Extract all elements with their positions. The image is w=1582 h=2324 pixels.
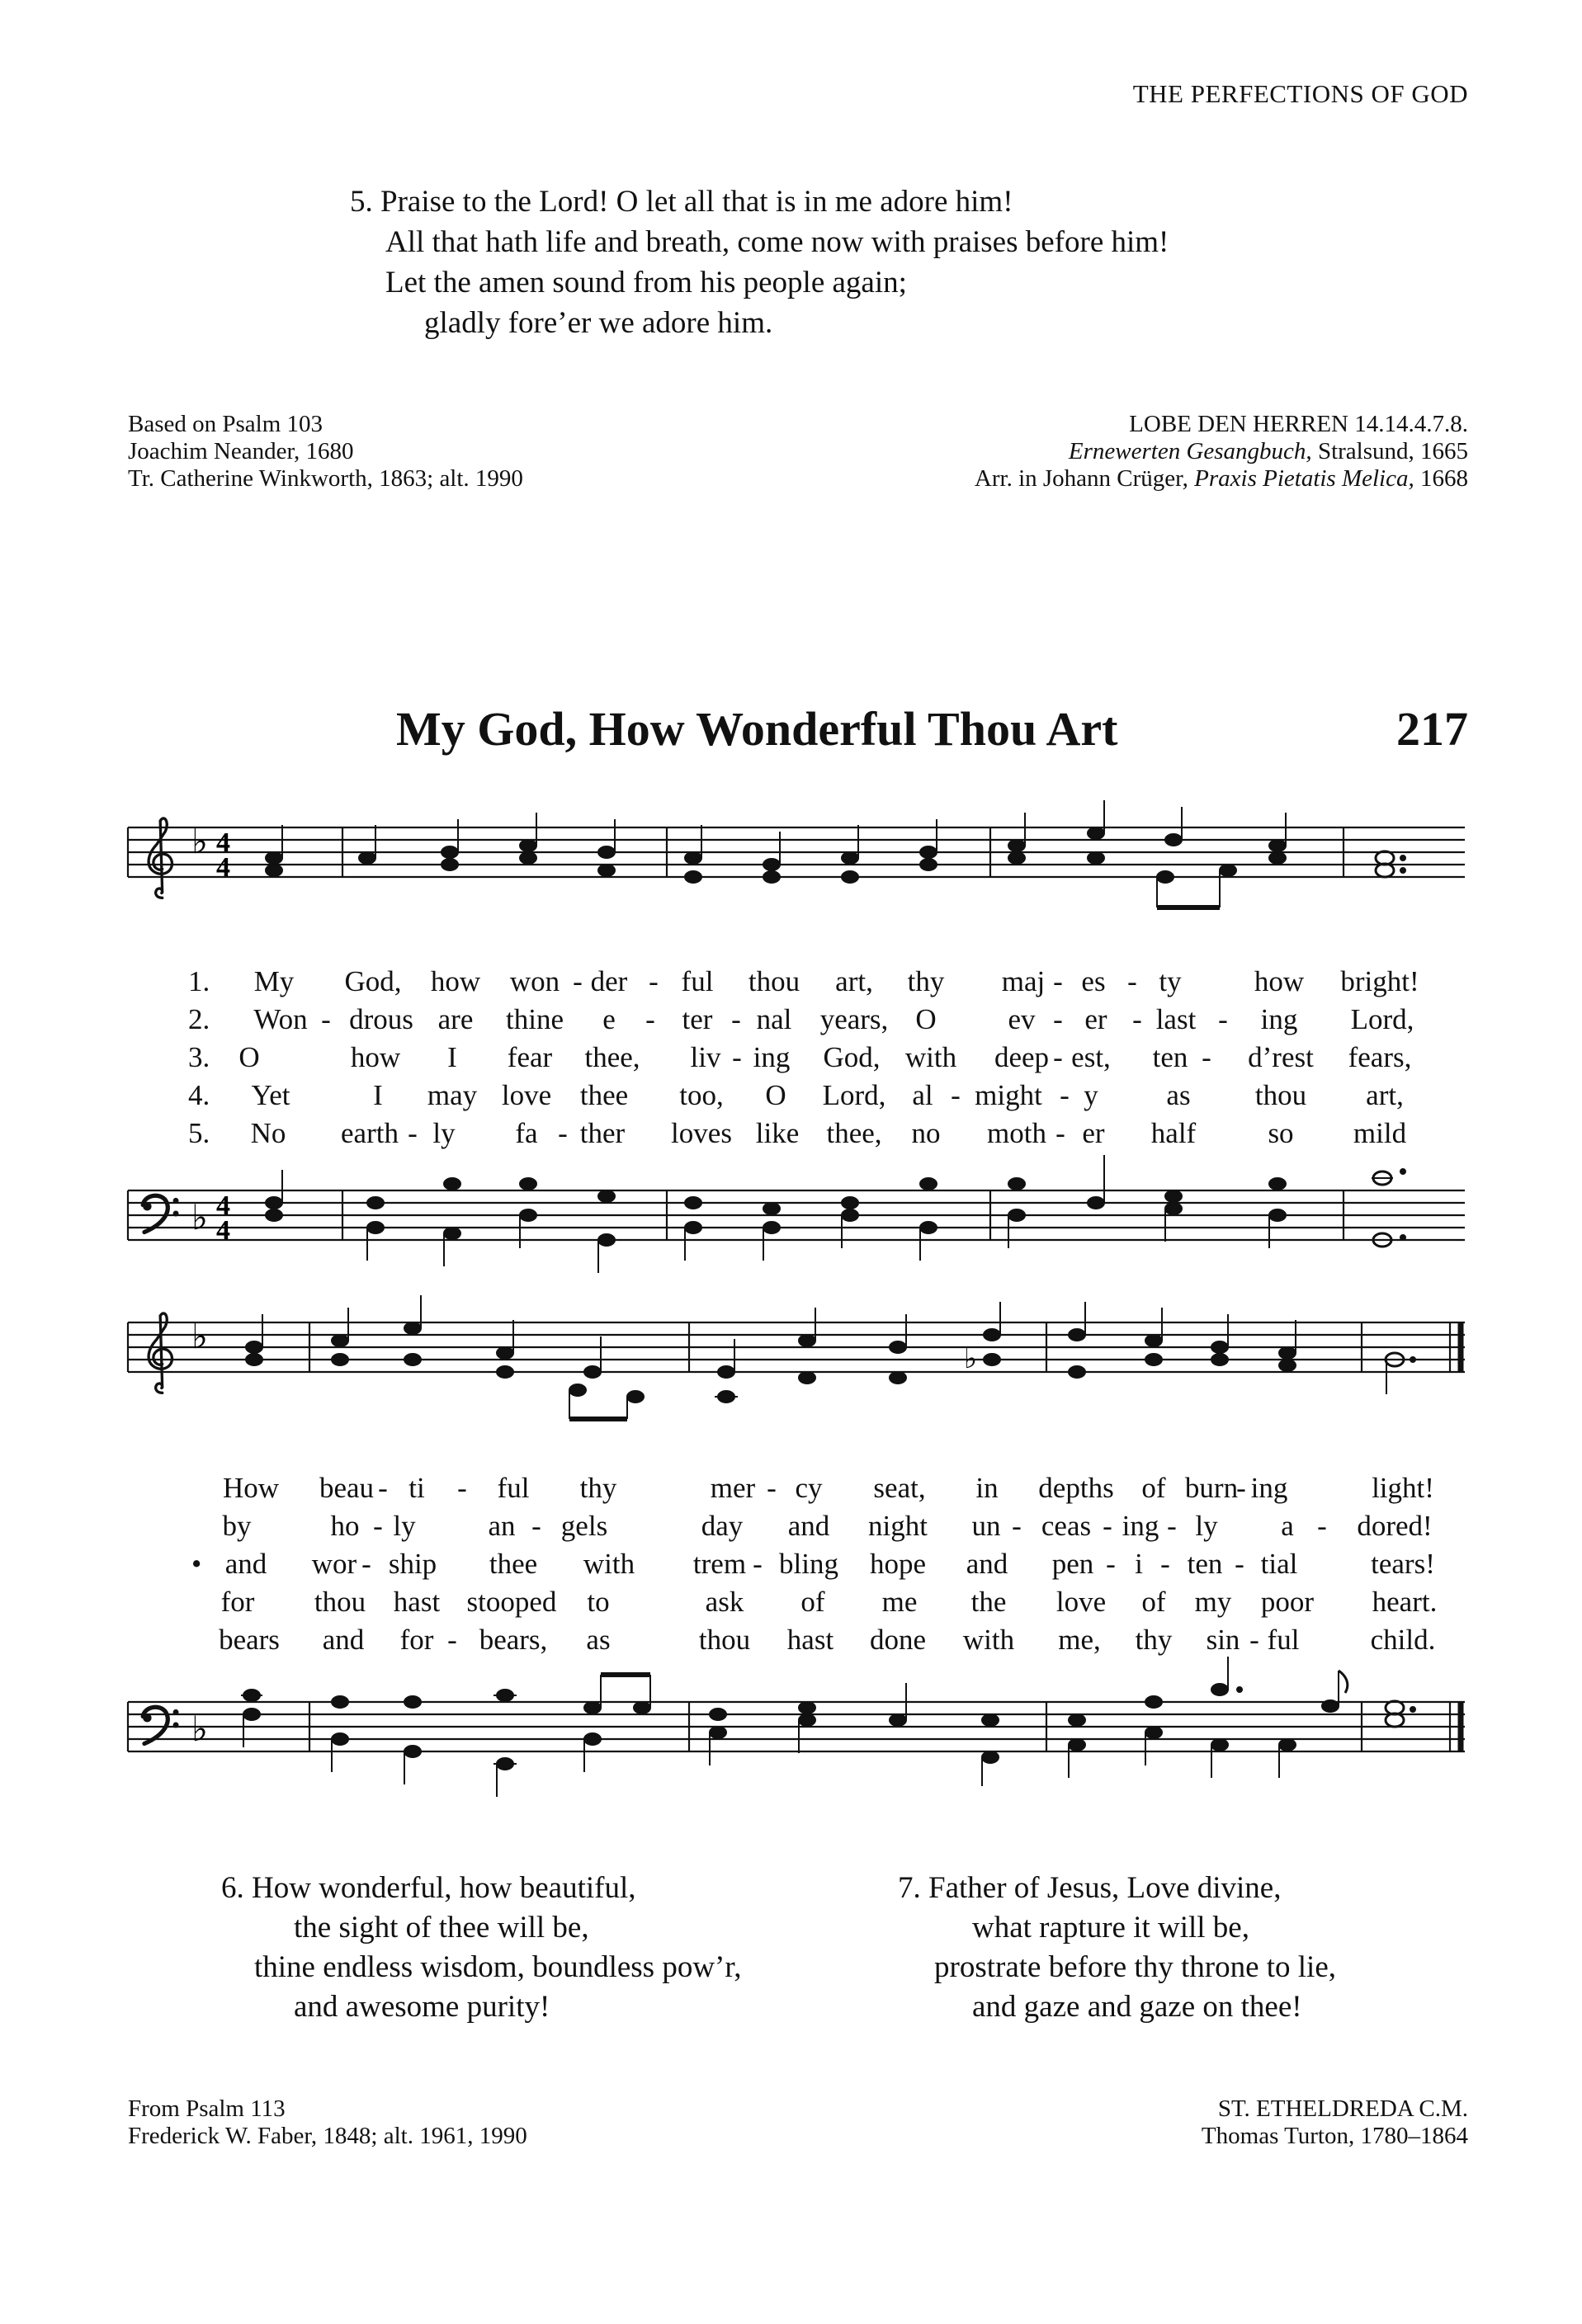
lyric-syllable: Won <box>253 1003 308 1035</box>
lyric-syllable: No <box>250 1117 286 1149</box>
lyric-syllable: thee, <box>826 1117 882 1149</box>
stanza-line: the sight of thee will be, <box>294 1911 589 1945</box>
lyric-syllable: heart. <box>1372 1586 1438 1618</box>
credit-line: Tr. Catherine Winkworth, 1863; alt. 1990 <box>128 465 523 492</box>
lyric-syllable: nal <box>756 1003 792 1035</box>
hyphen: - <box>1060 1079 1070 1111</box>
lyric-syllable: fa <box>515 1117 538 1149</box>
lyric-syllable: I <box>373 1079 383 1111</box>
lyric-syllable: half <box>1150 1117 1197 1149</box>
lyric-syllable: I <box>447 1041 457 1073</box>
lyric-syllable: God, <box>344 965 402 997</box>
system1-treble-staff <box>128 827 1465 877</box>
lyric-syllable: ceas <box>1041 1510 1092 1542</box>
lyric-syllable: thy <box>907 965 945 997</box>
lyric-syllable: ful <box>497 1472 530 1504</box>
lyric-syllable: how <box>1254 965 1305 997</box>
lyric-syllable: maj <box>1001 965 1046 997</box>
tune-name: ST. ETHELDREDA C.M. <box>1217 2095 1468 2122</box>
lyric-syllable: ty <box>1159 965 1182 997</box>
lyric-syllable: How <box>222 1472 280 1504</box>
lyric-syllable: ho <box>330 1510 360 1542</box>
lyric-syllable: seat, <box>873 1472 926 1504</box>
system1-treble-notes <box>266 800 1405 907</box>
lyric-syllable: last <box>1155 1003 1197 1035</box>
system1-bass-staff <box>128 1190 1465 1240</box>
lyric-syllable: ask <box>705 1586 744 1618</box>
hyphen: - <box>732 1041 742 1073</box>
lyric-syllable: Lord, <box>822 1079 886 1111</box>
lyric-syllable: deep <box>994 1041 1050 1073</box>
verse-number: 5. <box>188 1117 210 1149</box>
lyric-syllable: wor <box>311 1548 357 1580</box>
lyric-syllable: thee <box>579 1079 629 1111</box>
hyphen: - <box>1160 1548 1170 1580</box>
time-signature-bottom: 4 <box>216 1215 230 1246</box>
lyric-syllable: with <box>583 1548 635 1580</box>
lyric-syllable: ing <box>753 1041 791 1073</box>
stanza-line: 7. Father of Jesus, Love divine, <box>898 1871 1282 1905</box>
lyric-syllable: in <box>975 1472 999 1504</box>
lyric-syllable: and <box>787 1510 830 1542</box>
section-header: THE PERFECTIONS OF GOD <box>1132 79 1468 108</box>
lyric-syllable: beau <box>319 1472 375 1504</box>
lyric-syllable: ten <box>1187 1548 1223 1580</box>
hyphen: - <box>1103 1510 1112 1542</box>
lyric-syllable: hope <box>869 1548 927 1580</box>
stanza-line: 6. How wonderful, how beautiful, <box>221 1871 636 1905</box>
stanza-line: gladly fore’er we adore him. <box>424 306 773 340</box>
lyric-syllable: God, <box>823 1041 881 1073</box>
lyric-syllable: pen <box>1051 1548 1094 1580</box>
hymn-number: 217 <box>1396 702 1468 756</box>
hyphen: - <box>753 1548 763 1580</box>
hyphen: - <box>1053 1041 1063 1073</box>
lyric-syllable: and <box>224 1548 267 1580</box>
verse-number: 1. <box>188 965 210 997</box>
lyric-syllable: of <box>1141 1472 1166 1504</box>
lyric-syllable: thee, <box>584 1041 640 1073</box>
lyric-syllable: earth <box>341 1117 399 1149</box>
lyric-syllable: ly <box>432 1117 456 1149</box>
lyric-syllable: d’rest <box>1248 1041 1314 1073</box>
lyric-syllable: like <box>755 1117 800 1149</box>
lyric-syllable: art, <box>835 965 873 997</box>
arr-prefix: Arr. in Johann Crüger, <box>974 465 1195 492</box>
lyric-syllable: of <box>800 1586 825 1618</box>
lyric-syllable: art, <box>1366 1079 1404 1111</box>
lyric-syllable: stooped <box>466 1586 557 1618</box>
verse-number: 4. <box>188 1079 210 1111</box>
lyric-syllable: ten <box>1152 1041 1188 1073</box>
lyric-syllable: hast <box>786 1624 834 1656</box>
lyric-syllable: day <box>701 1510 744 1542</box>
lyric-syllable: i <box>1135 1548 1143 1580</box>
hyphen: - <box>373 1510 383 1542</box>
hyphen: - <box>1236 1472 1246 1504</box>
lyric-syllable: years, <box>819 1003 889 1035</box>
arr-year: 1668 <box>1414 465 1468 492</box>
lyric-syllable: won <box>509 965 560 997</box>
lyric-syllable: thou <box>748 965 800 997</box>
lyric-syllable: cy <box>795 1472 823 1504</box>
lyric-syllable: ful <box>1267 1624 1300 1656</box>
lyric-syllable: fears, <box>1348 1041 1412 1073</box>
lyric-syllable: ful <box>681 965 714 997</box>
lyric-syllable: liv <box>690 1041 721 1073</box>
lyric-syllable: and <box>966 1548 1008 1580</box>
flat-sign-icon: ♭ <box>191 1709 208 1749</box>
lyric-syllable: ti <box>408 1472 425 1504</box>
hyphen: - <box>1218 1003 1228 1035</box>
lyric-syllable: and <box>322 1624 365 1656</box>
hymn-text-credits <box>128 2095 527 2150</box>
lyric-syllable: O <box>765 1079 786 1111</box>
credit-line: Based on Psalm 103 <box>128 411 323 437</box>
system2-bass-staff <box>128 1702 1465 1751</box>
lyric-syllable: my <box>1194 1586 1232 1618</box>
lyric-syllable: der <box>590 965 628 997</box>
tune-source-place: Stralsund, 1665 <box>1311 438 1468 464</box>
lyric-syllable: moth <box>987 1117 1046 1149</box>
lyric-syllable: as <box>586 1624 611 1656</box>
system1-bass-notes <box>266 1155 1405 1273</box>
hyphen: - <box>1167 1510 1177 1542</box>
lyric-syllable: by <box>222 1510 252 1542</box>
hyphen: - <box>1053 1003 1063 1035</box>
credit-line: From Psalm 113 <box>128 2095 286 2122</box>
lyric-syllable: mild <box>1353 1117 1407 1149</box>
lyric-syllable: ing <box>1260 1003 1298 1035</box>
hyphen: - <box>1317 1510 1327 1542</box>
system2-treble-staff <box>128 1322 1465 1372</box>
lyric-syllable: es <box>1081 965 1106 997</box>
lyric-syllable: ing <box>1122 1510 1159 1542</box>
lyric-syllable: bears, <box>479 1624 548 1656</box>
lyric-syllable: depths <box>1038 1472 1114 1504</box>
lyric-syllable: may <box>427 1079 478 1111</box>
lyric-syllable: with <box>962 1624 1015 1656</box>
lyric-syllable: e <box>602 1003 616 1035</box>
hyphen: - <box>1053 965 1063 997</box>
credit-line: Frederick W. Faber, 1848; alt. 1961, 1990 <box>128 2123 527 2149</box>
verse-number: 2. <box>188 1003 210 1035</box>
hyphen: - <box>1127 965 1137 997</box>
lyric-syllable: un <box>971 1510 1001 1542</box>
lyric-syllable: dored! <box>1357 1510 1433 1542</box>
stanza-line: All that hath life and breath, come now with praises before him! <box>385 225 1169 259</box>
lyric-syllable: loves <box>671 1117 732 1149</box>
lyric-syllable: thy <box>1135 1624 1173 1656</box>
hyphen: - <box>1235 1548 1244 1580</box>
hyphen: - <box>321 1003 331 1035</box>
lyric-syllable: bears <box>219 1624 280 1656</box>
lyric-syllable: ter <box>682 1003 713 1035</box>
hyphen: - <box>1012 1510 1022 1542</box>
stanza-line: prostrate before thy throne to lie, <box>934 1950 1336 1984</box>
hyphen: - <box>457 1472 467 1504</box>
lyric-syllable: bright! <box>1340 965 1419 997</box>
lyric-syllable: are <box>437 1003 474 1035</box>
credit-line: Joachim Neander, 1680 <box>128 438 354 464</box>
lyric-syllable: O <box>238 1041 260 1073</box>
bass-clef-icon <box>143 1195 178 1232</box>
lyric-syllable: to <box>587 1586 610 1618</box>
hyphen: - <box>378 1472 388 1504</box>
hymn-tune-credits <box>1202 2095 1468 2150</box>
stanza-line: thine endless wisdom, boundless pow’r, <box>254 1950 742 1984</box>
lyric-syllable: how <box>430 965 481 997</box>
stanza-line: what rapture it will be, <box>972 1911 1249 1945</box>
lyric-syllable: of <box>1141 1586 1166 1618</box>
hyphen: - <box>645 1003 655 1035</box>
lyric-syllable: thou <box>1254 1079 1307 1111</box>
lyric-syllable: thine <box>506 1003 564 1035</box>
lyric-syllable: bling <box>779 1548 838 1580</box>
lyric-syllable: Lord, <box>1350 1003 1414 1035</box>
lyric-syllable: night <box>868 1510 928 1542</box>
lyric-syllable: gels <box>560 1510 608 1542</box>
hyphen: - <box>767 1472 777 1504</box>
lyric-syllable: with <box>904 1041 957 1073</box>
lyric-syllable: fear <box>507 1041 553 1073</box>
hyphen: - <box>1055 1117 1065 1149</box>
lyric-syllable: hast <box>393 1586 441 1618</box>
lyric-syllable: poor <box>1260 1586 1315 1618</box>
time-signature-top: 4 <box>216 827 230 858</box>
treble-clef-icon <box>149 818 172 898</box>
treble-clef-icon <box>149 1313 172 1393</box>
lyric-syllable: no <box>911 1117 941 1149</box>
arr-title: Praxis Pietatis Melica, <box>1194 465 1414 492</box>
lyric-syllable: thou <box>698 1624 751 1656</box>
hyphen: - <box>1202 1041 1211 1073</box>
lyric-syllable: light! <box>1372 1472 1434 1504</box>
tune-name: LOBE DEN HERREN 14.14.4.7.8. <box>1129 411 1468 437</box>
hyphen: - <box>531 1510 541 1542</box>
lyric-syllable: how <box>350 1041 401 1073</box>
lyric-syllable: trem <box>692 1548 747 1580</box>
verse-number: 3. <box>188 1041 210 1073</box>
lyric-syllable: ing <box>1250 1472 1288 1504</box>
lyric-syllable: an <box>488 1510 516 1542</box>
hyphen: - <box>408 1117 418 1149</box>
lyric-syllable: love <box>1055 1586 1107 1618</box>
hyphen: - <box>558 1117 568 1149</box>
time-signature-top: 4 <box>216 1190 230 1221</box>
lyric-syllable: me <box>881 1586 918 1618</box>
lyric-syllable: might <box>975 1079 1042 1111</box>
lyric-syllable: est, <box>1071 1041 1111 1073</box>
lyric-syllable: thy <box>579 1472 617 1504</box>
bass-clef-icon <box>143 1707 178 1743</box>
stanza-line: and gaze and gaze on thee! <box>972 1990 1302 2024</box>
lyric-syllable: ev <box>1008 1003 1036 1035</box>
system2-treble-notes <box>246 1295 1415 1419</box>
stanza-6 <box>221 1869 741 2027</box>
lyric-syllable: for <box>399 1624 434 1656</box>
lyric-syllable: ly <box>393 1510 416 1542</box>
hyphen: - <box>1132 1003 1142 1035</box>
hyphen: - <box>1249 1624 1259 1656</box>
hyphen: - <box>731 1003 741 1035</box>
flat-sign-icon: ♭ <box>191 1316 208 1356</box>
lyric-syllable: as <box>1166 1079 1191 1111</box>
lyric-syllable: sin <box>1206 1624 1240 1656</box>
stanza-7 <box>898 1869 1336 2027</box>
hyphen: - <box>1106 1548 1116 1580</box>
flat-sign-icon: ♭ <box>191 821 208 861</box>
lyric-syllable: mer <box>710 1472 756 1504</box>
stanza-line: 5. Praise to the Lord! O let all that is in me adore him! <box>350 185 1013 219</box>
lyric-syllable: My <box>253 965 295 997</box>
lyric-syllable: me, <box>1058 1624 1101 1656</box>
lyric-syllable: for <box>220 1586 255 1618</box>
hyphen: - <box>951 1079 961 1111</box>
lyric-syllable: ship <box>388 1548 437 1580</box>
hymn-title: My God, How Wonderful Thou Art <box>396 702 1118 756</box>
composer: Thomas Turton, 1780–1864 <box>1201 2123 1468 2149</box>
lyric-syllable: so <box>1268 1117 1294 1149</box>
lyric-syllable: y <box>1084 1079 1098 1111</box>
flat-sign-icon: ♭ <box>191 1197 208 1237</box>
time-signature-bottom: 4 <box>216 852 230 883</box>
tune-source-title: Ernewerten Gesangbuch, <box>1068 438 1312 464</box>
lyric-syllable: al <box>912 1079 933 1111</box>
lyric-syllable: er <box>1084 1003 1107 1035</box>
bullet: • <box>191 1548 202 1580</box>
stanza-line: and awesome purity! <box>294 1990 550 2024</box>
lyric-syllable: love <box>501 1079 552 1111</box>
hyphen: - <box>649 965 659 997</box>
lyric-syllable: tial <box>1260 1548 1298 1580</box>
lyric-syllable: done <box>869 1624 927 1656</box>
lyric-syllable: burn <box>1184 1472 1239 1504</box>
hyphen: - <box>447 1624 457 1656</box>
hyphen: - <box>573 965 583 997</box>
flat-accidental-icon: ♭ <box>964 1342 978 1375</box>
lyric-syllable: tears! <box>1371 1548 1435 1580</box>
lyric-syllable: a <box>1281 1510 1294 1542</box>
lyric-syllable: thou <box>314 1586 366 1618</box>
lyric-syllable: Yet <box>251 1079 290 1111</box>
lyric-syllable: drous <box>349 1003 413 1035</box>
lyric-syllable: O <box>915 1003 937 1035</box>
lyric-syllable: ly <box>1195 1510 1218 1542</box>
hyphen: - <box>361 1548 371 1580</box>
lyric-syllable: the <box>970 1586 1007 1618</box>
lyric-syllable: too, <box>679 1079 724 1111</box>
lyric-syllable: ther <box>579 1117 626 1149</box>
lyric-syllable: child. <box>1370 1624 1436 1656</box>
lyric-syllable: er <box>1082 1117 1105 1149</box>
lyric-syllable: thee <box>489 1548 538 1580</box>
stanza-line: Let the amen sound from his people again; <box>385 266 907 299</box>
